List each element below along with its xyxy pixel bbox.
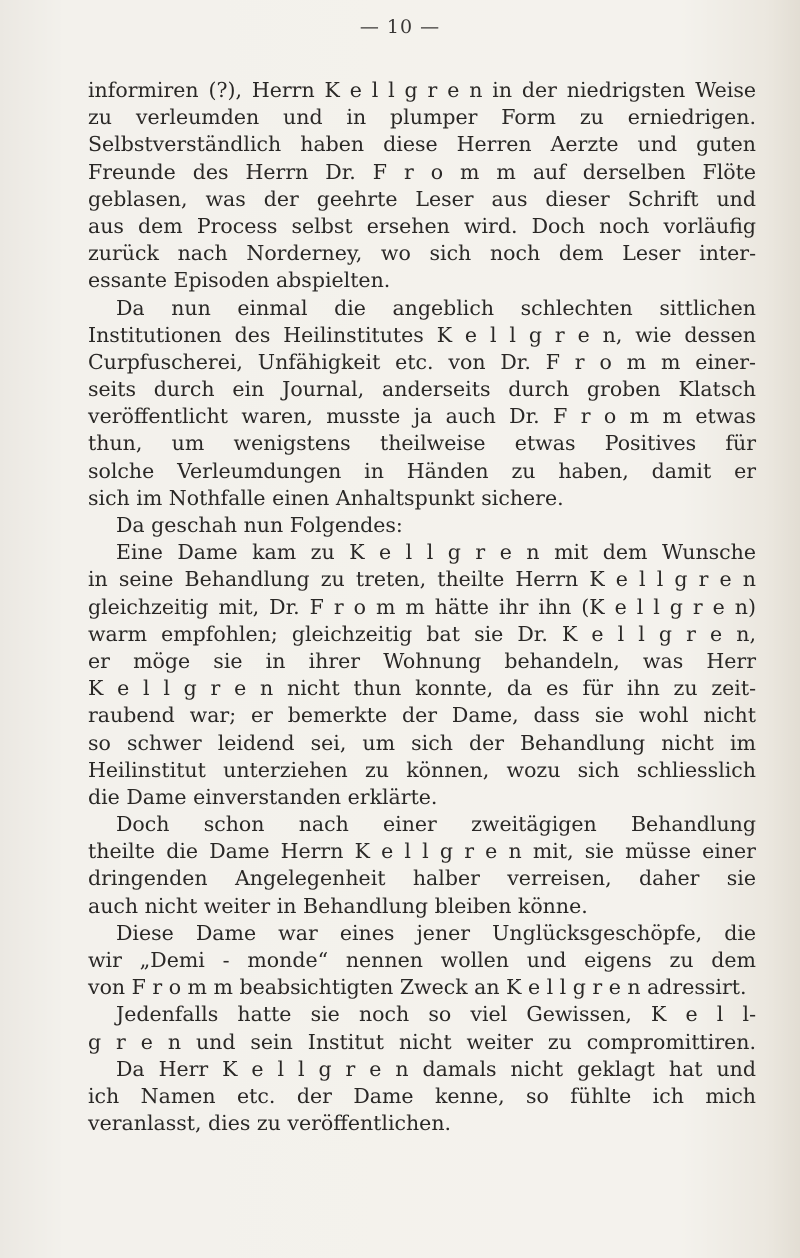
text-line: raubend war; er bemerkte der Dame, dass sie wohl nicht xyxy=(88,703,756,728)
text-line: Freunde des Herrn Dr. F r o m m auf derselben Flöte xyxy=(88,159,756,184)
text-line: sich im Nothfalle einen Anhaltspunkt sichere. xyxy=(88,485,564,510)
text-line: seits durch ein Journal, anderseits durch groben Klatsch xyxy=(88,377,756,402)
text-line: Da nun einmal die angeblich schlechten sittlichen xyxy=(116,295,756,320)
text-line: essante Episoden abspielten. xyxy=(88,268,391,293)
text-line: von F r o m m beabsichtigten Zweck an K e l l g r e n adressirt. xyxy=(88,975,747,1000)
text-line: zurück nach Norderney, wo sich noch dem Leser inter- xyxy=(88,241,756,266)
text-line: Eine Dame kam zu K e l l g r e n mit dem Wunsche xyxy=(116,540,756,565)
text-line: er möge sie in ihrer Wohnung behandeln, was Herr xyxy=(88,648,756,673)
text-line: informiren (?), Herrn K e l l g r e n in der niedrigsten Weise xyxy=(88,78,756,102)
text-line: dringenden Angelegenheit halber verreisen, daher sie xyxy=(88,866,756,891)
text-line: in seine Behandlung zu treten, theilte Herrn K e l l g r e n xyxy=(88,567,756,592)
text-line: thun, um wenigstens theilweise etwas Positives für xyxy=(88,431,756,456)
text-line: warm empfohlen; gleichzeitig bat sie Dr. K e l l g r e n, xyxy=(88,621,756,646)
text-line: Curpfuscherei, Unfähigkeit etc. von Dr. F r o m m einer- xyxy=(88,349,756,374)
text-line: Heilinstitut unterziehen zu können, wozu sich schliesslich xyxy=(88,757,756,782)
text-line: Diese Dame war eines jener Unglücksgeschöpfe, die xyxy=(116,920,756,945)
text-line: Institutionen des Heilinstitutes K e l l g r e n, wie dessen xyxy=(88,322,756,347)
body-text xyxy=(88,77,756,1137)
text-line: auch nicht weiter in Behandlung bleiben könne. xyxy=(88,893,588,918)
page-number: — 10 — xyxy=(359,16,441,38)
text-line: so schwer leidend sei, um sich der Behandlung nicht im xyxy=(88,730,756,755)
text-line: Doch schon nach einer zweitägigen Behandlung xyxy=(116,812,756,837)
text-line: Da Herr K e l l g r e n damals nicht geklagt hat und xyxy=(116,1056,756,1081)
text-line: gleichzeitig mit, Dr. F r o m m hätte ihr ihn (K e l l g r e n) xyxy=(88,594,756,619)
text-line: g r e n und sein Institut nicht weiter zu compromittiren. xyxy=(88,1029,756,1054)
text-line: aus dem Process selbst ersehen wird. Doch noch vorläufig xyxy=(88,213,756,238)
text-line: geblasen, was der geehrte Leser aus dieser Schrift und xyxy=(88,186,756,211)
text-line: zu verleumden und in plumper Form zu erniedrigen. xyxy=(88,105,756,130)
text-line: solche Verleumdungen in Händen zu haben, damit er xyxy=(88,458,756,483)
text-line: Selbstverständlich haben diese Herren Aerzte und guten xyxy=(88,132,756,157)
text-line: wir „Demi - monde“ nennen wollen und eigens zu dem xyxy=(88,948,756,972)
text-line: theilte die Dame Herrn K e l l g r e n mit, sie müsse einer xyxy=(88,839,756,864)
text-line: K e l l g r e n nicht thun konnte, da es für ihn zu zeit- xyxy=(88,676,756,701)
text-line: ich Namen etc. der Dame kenne, so fühlte ich mich xyxy=(88,1083,756,1108)
text-line: die Dame einverstanden erklärte. xyxy=(88,784,438,809)
text-line: Jedenfalls hatte sie noch so viel Gewissen, K e l l- xyxy=(116,1002,756,1027)
text-line: Da geschah nun Folgendes: xyxy=(116,513,403,537)
text-line: veröffentlicht waren, musste ja auch Dr. F r o m m etwas xyxy=(88,404,756,429)
text-line: veranlasst, dies zu veröffentlichen. xyxy=(88,1111,452,1136)
